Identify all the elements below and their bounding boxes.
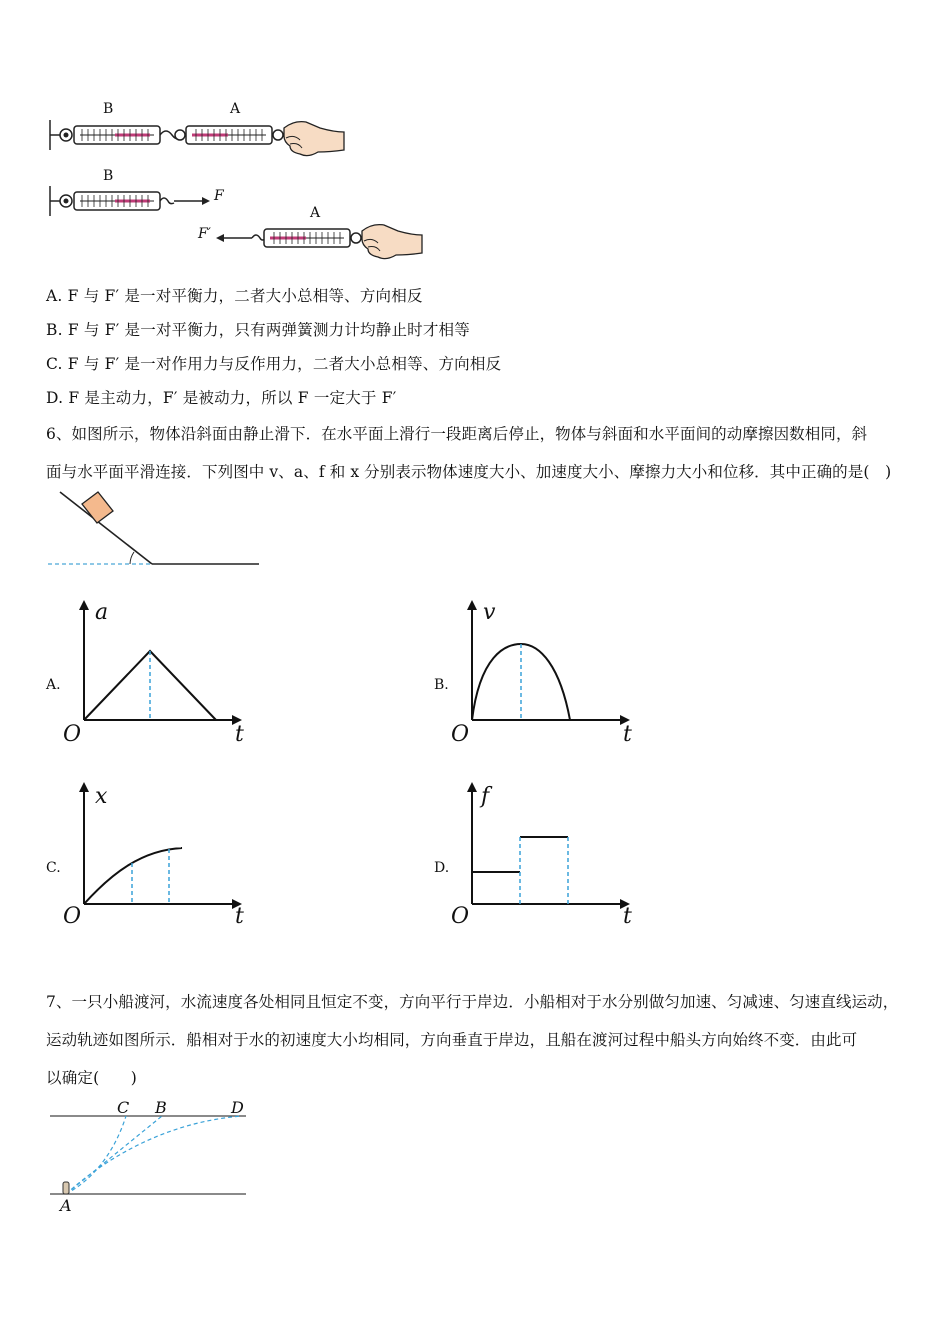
spring-B-label-bottom: B [103, 168, 114, 184]
graph-d-xlabel: t [623, 904, 632, 929]
q6-option-a-label: A. [46, 677, 61, 693]
river-point-C: C [117, 1098, 130, 1117]
q6-line-1: 6、如图所示，物体沿斜面由静止滑下．在水平面上滑行一段距离后停止，物体与斜面和水平面间的动摩擦因数相同，斜 [46, 425, 868, 443]
spring-B-label-top: B [103, 101, 114, 117]
graph-d-origin: O [451, 904, 470, 929]
graph-a [62, 596, 252, 751]
river-point-D: D [231, 1098, 244, 1117]
graph-c-xlabel: t [235, 904, 244, 929]
q6-option-c-label: C. [46, 860, 61, 876]
graph-d-ylabel: f [481, 784, 490, 809]
graph-a-origin: O [63, 722, 82, 747]
graph-b-ylabel: v [483, 600, 496, 625]
graph-a-ylabel: a [95, 600, 109, 625]
graph-b [450, 596, 640, 751]
river-point-A: A [60, 1196, 72, 1215]
q6-option-b-label: B. [434, 677, 449, 693]
q5-option-b: B. F 与 F′ 是一对平衡力，只有两弹簧测力计均静止时才相等 [46, 321, 470, 339]
q7-line-3: 以确定( ) [46, 1069, 137, 1087]
q7-line-1: 7、一只小船渡河，水流速度各处相同且恒定不变，方向平行于岸边．小船相对于水分别做匀加速、匀减速、匀速直线运动， [46, 993, 899, 1011]
force-F-prime-label: F′ [198, 226, 211, 242]
river-point-B: B [155, 1098, 167, 1117]
graph-b-origin: O [451, 722, 470, 747]
q7-line-2: 运动轨迹如图所示．船相对于水的初速度大小均相同，方向垂直于岸边，且船在渡河过程中船头方向始终不变．由此可 [46, 1031, 858, 1049]
q5-option-c: C. F 与 F′ 是一对作用力与反作用力，二者大小总相等、方向相反 [46, 355, 502, 373]
spring-A-label-top: A [230, 101, 241, 117]
graph-a-xlabel: t [235, 722, 244, 747]
q5-option-d: D. F 是主动力，F′ 是被动力，所以 F 一定大于 F′ [46, 389, 397, 407]
spring-A-label-bottom: A [310, 205, 321, 221]
river-figure [46, 1098, 256, 1218]
q5-option-a: A. F 与 F′ 是一对平衡力，二者大小总相等、方向相反 [46, 287, 423, 305]
force-F-label: F [214, 188, 224, 204]
q6-line-2: 面与水平面平滑连接．下列图中 v、a、f 和 x 分别表示物体速度大小、加速度大小、摩擦力大小和位移．其中正确的是( ) [46, 463, 892, 481]
incline-figure [44, 488, 264, 573]
spring-balance-figure [40, 98, 420, 268]
q6-option-d-label: D. [434, 860, 450, 876]
graph-c-origin: O [63, 904, 82, 929]
graph-b-xlabel: t [623, 722, 632, 747]
graph-d [450, 778, 640, 933]
graph-c [62, 778, 252, 933]
graph-c-ylabel: x [95, 784, 108, 809]
